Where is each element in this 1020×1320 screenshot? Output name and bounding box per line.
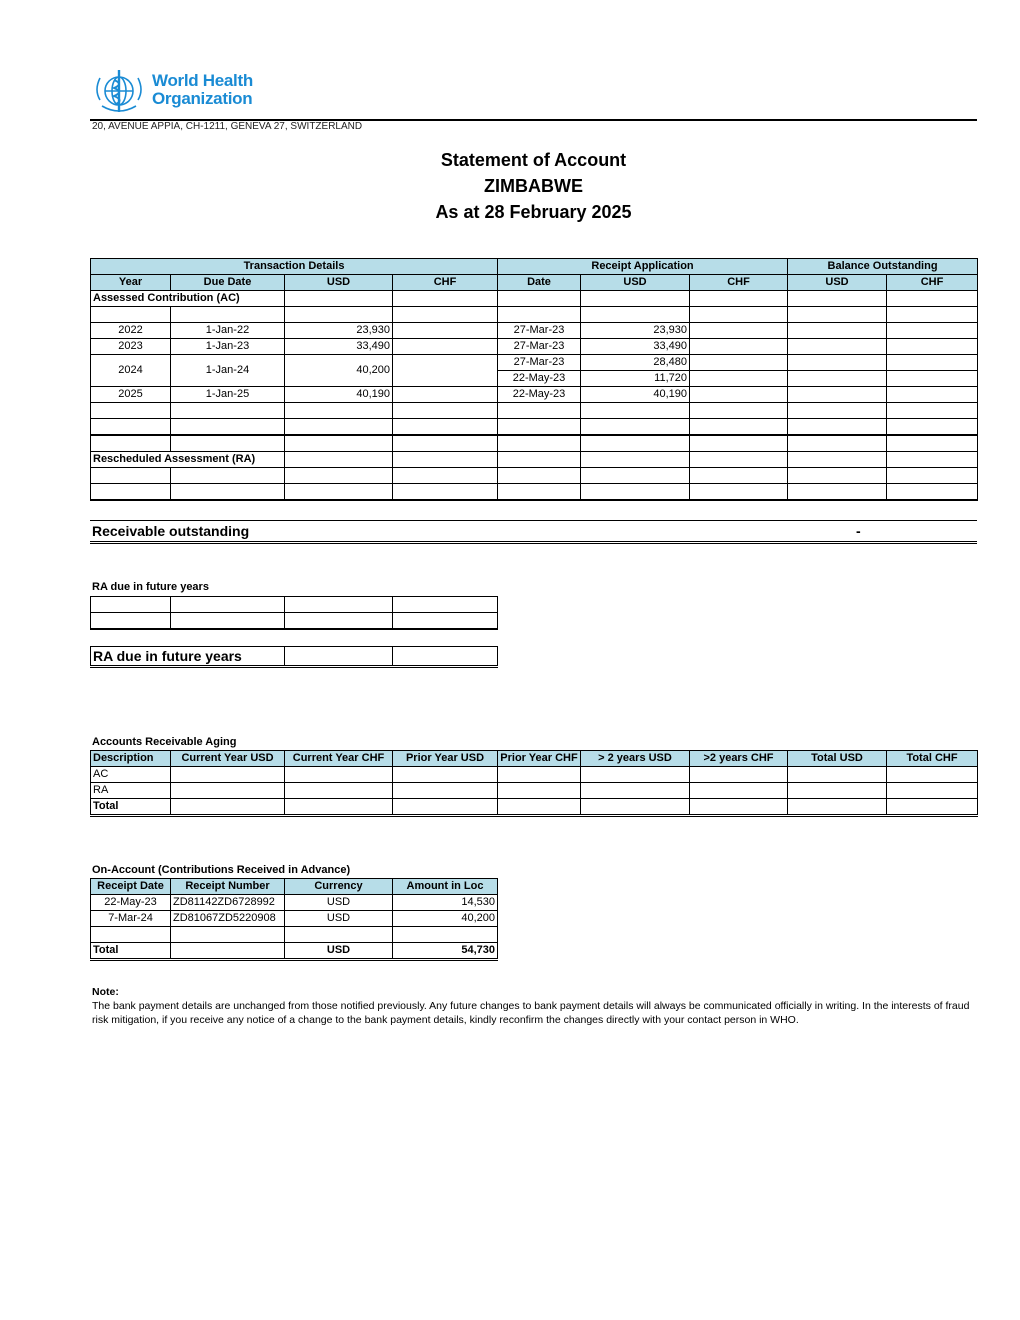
receipt-date-cell: 22-May-23 — [498, 371, 581, 387]
note-block — [92, 985, 977, 1027]
aging-col-2y-usd: > 2 years USD — [581, 751, 690, 767]
col-balance-chf: CHF — [887, 275, 978, 291]
aging-desc-cell: AC — [91, 767, 171, 783]
oa-total-amount: 54,730 — [393, 943, 498, 960]
receipt-date-cell: 27-Mar-23 — [498, 339, 581, 355]
on-account-header-row — [91, 879, 498, 895]
oa-total-currency: USD — [285, 943, 393, 960]
blank-row — [91, 613, 498, 630]
aging-header-row — [91, 751, 978, 767]
aging-desc-cell: RA — [91, 783, 171, 799]
table-row — [91, 911, 498, 927]
group-header-row — [91, 259, 978, 275]
aging-col-description: Description — [91, 751, 171, 767]
on-account-caption: On-Account (Contributions Received in Advance) — [92, 864, 351, 876]
oa-col-receipt-date: Receipt Date — [91, 879, 171, 895]
table-row — [91, 323, 978, 339]
org-name-line1: World Health — [152, 71, 253, 90]
aging-row-ra — [91, 783, 978, 799]
ac-section-row — [91, 291, 978, 307]
receipt-date-cell: 27-Mar-23 — [498, 323, 581, 339]
receivable-outstanding-value: - — [856, 523, 861, 539]
statement-title: Statement of Account — [440, 150, 627, 170]
receivable-outstanding-label: Receivable outstanding — [92, 523, 250, 539]
table-row — [91, 339, 978, 355]
usd-cell: 33,490 — [285, 339, 393, 355]
aging-table — [90, 750, 978, 817]
blank-row — [91, 307, 978, 323]
aging-col-current-chf: Current Year CHF — [285, 751, 393, 767]
usd-cell: 23,930 — [285, 323, 393, 339]
statement-date: As at 28 February 2025 — [435, 202, 632, 222]
oa-amount-cell: 14,530 — [393, 895, 498, 911]
year-cell: 2025 — [91, 387, 171, 403]
on-account-total-row — [91, 943, 498, 960]
aging-col-prior-usd: Prior Year USD — [393, 751, 498, 767]
ra-future-total-table — [90, 646, 498, 668]
aging-col-total-usd: Total USD — [788, 751, 887, 767]
blank-row — [91, 419, 978, 436]
receipt-usd-cell: 33,490 — [581, 339, 690, 355]
note-text: The bank payment details are unchanged from those notified previously. Any future changes to bank payment details will always be communicated officially in writing. In the interests of fraud risk mitigation, if you receive any notice of a change to the bank payment details, kindly reconfirm the changes directly with your contact person in WHO. — [92, 1000, 970, 1026]
receipt-date-cell: 22-May-23 — [498, 387, 581, 403]
col-receipt-usd: USD — [581, 275, 690, 291]
year-cell: 2022 — [91, 323, 171, 339]
usd-cell: 40,190 — [285, 387, 393, 403]
oa-date-cell: 7-Mar-24 — [91, 911, 171, 927]
oa-col-receipt-number: Receipt Number — [171, 879, 285, 895]
due-date-cell: 1-Jan-25 — [171, 387, 285, 403]
ra-future-table — [90, 596, 498, 630]
who-logo — [90, 66, 266, 116]
blank-row — [91, 597, 498, 613]
oa-currency-cell: USD — [285, 895, 393, 911]
col-receipt-chf: CHF — [690, 275, 788, 291]
blank-row — [91, 435, 978, 452]
note-title: Note: — [92, 986, 119, 998]
oa-amount-cell: 40,200 — [393, 911, 498, 927]
blank-row — [91, 468, 978, 484]
col-balance-usd: USD — [788, 275, 887, 291]
receivable-outstanding-row — [90, 520, 977, 544]
due-date-cell: 1-Jan-24 — [171, 355, 285, 387]
on-account-table — [90, 878, 498, 961]
aging-col-total-chf: Total CHF — [887, 751, 978, 767]
due-date-cell: 1-Jan-23 — [171, 339, 285, 355]
blank-row — [91, 403, 978, 419]
blank-row — [91, 484, 978, 501]
statement-table — [90, 258, 978, 501]
oa-total-label: Total — [91, 943, 171, 960]
col-due-date: Due Date — [171, 275, 285, 291]
receipt-usd-cell: 28,480 — [581, 355, 690, 371]
table-row — [91, 387, 978, 403]
table-row — [91, 895, 498, 911]
col-year: Year — [91, 275, 171, 291]
org-name-line2: Organization — [152, 89, 253, 108]
transaction-details-header: Transaction Details — [91, 259, 498, 275]
due-date-cell: 1-Jan-22 — [171, 323, 285, 339]
ra-future-total-row — [91, 647, 498, 667]
balance-outstanding-header: Balance Outstanding — [788, 259, 978, 275]
ra-future-total-label: RA due in future years — [91, 647, 285, 667]
oa-col-amount: Amount in Loc — [393, 879, 498, 895]
aging-row-total — [91, 799, 978, 816]
ac-label: Assessed Contribution (AC) — [91, 291, 285, 307]
usd-cell: 40,200 — [285, 355, 393, 387]
oa-date-cell: 22-May-23 — [91, 895, 171, 911]
receipt-usd-cell: 11,720 — [581, 371, 690, 387]
who-emblem-icon — [90, 66, 150, 116]
ra-future-caption: RA due in future years — [92, 581, 209, 593]
aging-col-2y-chf: >2 years CHF — [690, 751, 788, 767]
blank-row — [91, 927, 498, 943]
country-name: ZIMBABWE — [484, 176, 583, 196]
ra-section-row — [91, 452, 978, 468]
oa-number-cell: ZD81067ZD5220908 — [171, 911, 285, 927]
address: 20, AVENUE APPIA, CH-1211, GENEVA 27, SWITZERLAND — [92, 121, 363, 132]
aging-col-current-usd: Current Year USD — [171, 751, 285, 767]
aging-col-prior-chf: Prior Year CHF — [498, 751, 581, 767]
table-row — [91, 355, 978, 371]
receipt-date-cell: 27-Mar-23 — [498, 355, 581, 371]
aging-caption: Accounts Receivable Aging — [92, 736, 237, 748]
col-usd: USD — [285, 275, 393, 291]
column-header-row — [91, 275, 978, 291]
aging-row-ac — [91, 767, 978, 783]
year-cell: 2023 — [91, 339, 171, 355]
aging-desc-cell: Total — [91, 799, 171, 816]
receipt-usd-cell: 23,930 — [581, 323, 690, 339]
col-date: Date — [498, 275, 581, 291]
oa-number-cell: ZD81142ZD6728992 — [171, 895, 285, 911]
receipt-usd-cell: 40,190 — [581, 387, 690, 403]
col-chf: CHF — [393, 275, 498, 291]
oa-col-currency: Currency — [285, 879, 393, 895]
oa-currency-cell: USD — [285, 911, 393, 927]
ra-label: Rescheduled Assessment (RA) — [91, 452, 285, 468]
year-cell: 2024 — [91, 355, 171, 387]
receipt-application-header: Receipt Application — [498, 259, 788, 275]
